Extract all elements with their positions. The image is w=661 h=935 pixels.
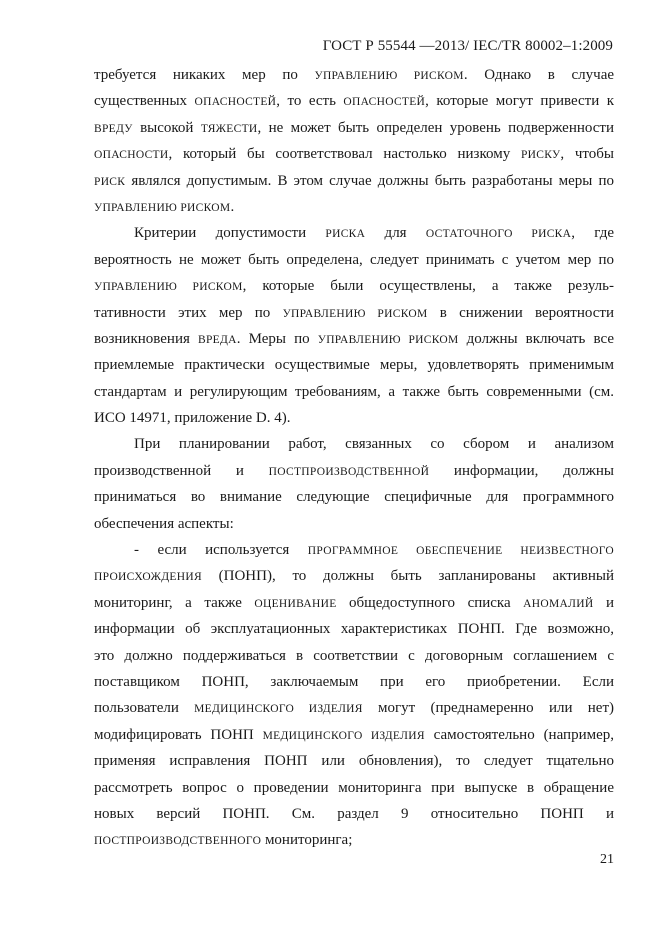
text-line: ПОСТПРОИЗВОДСТВЕННОГО мониторинга; [94,832,353,849]
text-line: мониторинг, а также ОЦЕНИВАНИЕ общедоступного списка АНОМАЛИЙ и [94,594,614,611]
text-line: новых версий ПОНП. См. раздел 9 относительно ПОНП и [94,805,614,822]
small-caps-term: ВРЕДУ [94,122,133,135]
text-line: ИСО 14971, приложение D. 4). [94,410,291,427]
document-header: ГОСТ Р 55544 —2013/ IEC/TR 80002–1:2009 [322,38,613,54]
small-caps-term: УПРАВЛЕНИЮ РИСКОМ [282,307,428,320]
small-caps-term: ОПАСНОСТЕЙ [343,96,426,109]
text-line: вероятность не может быть определена, следует принимать с учетом мер по [94,251,614,268]
text-line: поставщиком ПОНП, заключаемым при его приобретении. Если [94,673,614,690]
small-caps-term: УПРАВЛЕНИЮ РИСКОМ [94,281,243,294]
text-line: обеспечения аспекты: [94,515,234,532]
small-caps-term: ПРОГРАММНОЕ ОБЕСПЕЧЕНИЕ НЕИЗВЕСТНОГО [307,545,614,558]
small-caps-term: АНОМАЛИЙ [523,597,594,610]
body-text [94,62,614,854]
text-line: Критерии допустимости РИСКА для ОСТАТОЧНОГО РИСКА, где [134,225,614,242]
small-caps-term: ОПАСНОСТИ [94,149,169,162]
small-caps-term: УПРАВЛЕНИЮ РИСКОМ [317,333,459,346]
small-caps-term: ОЦЕНИВАНИЕ [254,597,337,610]
page-number: 21 [600,852,614,867]
small-caps-term: ПРОИСХОЖДЕНИЯ [94,571,202,584]
small-caps-term: ОСТАТОЧНОГО РИСКА [425,228,572,241]
text-line: рассмотреть вопрос о проведении мониторинга при выпуске в обращение [94,779,614,796]
text-line: пользователи МЕДИЦИНСКОГО ИЗДЕЛИЯ могут (преднамеренно или нет) [94,700,614,717]
small-caps-term: РИСКУ [520,149,561,162]
text-line: приниматься во внимание следующие специфичные для программного [94,489,614,506]
small-caps-term: МЕДИЦИНСКОГО ИЗДЕЛИЯ [194,703,363,716]
small-caps-term: МЕДИЦИНСКОГО ИЗДЕЛИЯ [262,729,425,742]
text-line: производственной и ПОСТПРОИЗВОДСТВЕННОЙ информации, должны [94,462,614,479]
text-line: приемлемые практически осуществимые меры, удовлетворять применимым [94,357,614,374]
small-caps-term: УПРАВЛЕНИЮ РИСКОМ [94,201,231,214]
text-line: ОПАСНОСТИ, который бы соответствовал настолько низкому РИСКУ, чтобы [94,146,614,163]
text-line: ПРОИСХОЖДЕНИЯ (ПОНП), то должны быть запланированы активный [94,568,614,585]
text-line: существенных ОПАСНОСТЕЙ, то есть ОПАСНОСТЕЙ, которые могут привести к [94,93,614,110]
text-line: ВРЕДУ высокой ТЯЖЕСТИ, не может быть определен уровень подверженности [94,119,614,136]
small-caps-term: РИСК [94,175,126,188]
text-line: модифицировать ПОНП МЕДИЦИНСКОГО ИЗДЕЛИЯ самостоятельно (например, [94,726,614,743]
text-line: требуется никаких мер по УПРАВЛЕНИЮ РИСКОМ. Однако в случае [94,67,614,83]
small-caps-term: УПРАВЛЕНИЮ РИСКОМ [314,70,464,82]
text-line: применяя исправления ПОНП или обновления), то следует тщательно [94,753,614,770]
text-line: стандартам и регулирующим требованиям, а также быть современными (см. [94,383,614,400]
text-line: РИСК являлся допустимым. В этом случае должны быть разработаны меры по [94,172,614,189]
text-line: При планировании работ, связанных со сбором и анализом [134,436,614,453]
text-line: тативности этих мер по УПРАВЛЕНИЮ РИСКОМ в снижении вероятности [94,304,614,321]
small-caps-term: РИСКА [325,228,366,241]
text-line: УПРАВЛЕНИЮ РИСКОМ, которые были осуществлены, а также резуль- [94,278,614,295]
small-caps-term: ОПАСНОСТЕЙ [194,96,277,109]
small-caps-term: ВРЕДА [198,333,237,346]
text-line: это должно поддерживаться в соответствии с договорным соглашением с [94,647,614,664]
small-caps-term: ТЯЖЕСТИ [200,122,258,135]
text-line: УПРАВЛЕНИЮ РИСКОМ. [94,198,235,215]
text-line: - если используется ПРОГРАММНОЕ ОБЕСПЕЧЕНИЕ НЕИЗВЕСТНОГО [134,542,614,559]
text-line: возникновения ВРЕДА. Меры по УПРАВЛЕНИЮ РИСКОМ должны включать все [94,330,614,347]
text-line: информации об эксплуатационных характеристиках ПОНП. Где возможно, [94,621,614,638]
small-caps-term: ПОСТПРОИЗВОДСТВЕННОЙ [268,465,430,478]
small-caps-term: ПОСТПРОИЗВОДСТВЕННОГО [94,835,262,848]
